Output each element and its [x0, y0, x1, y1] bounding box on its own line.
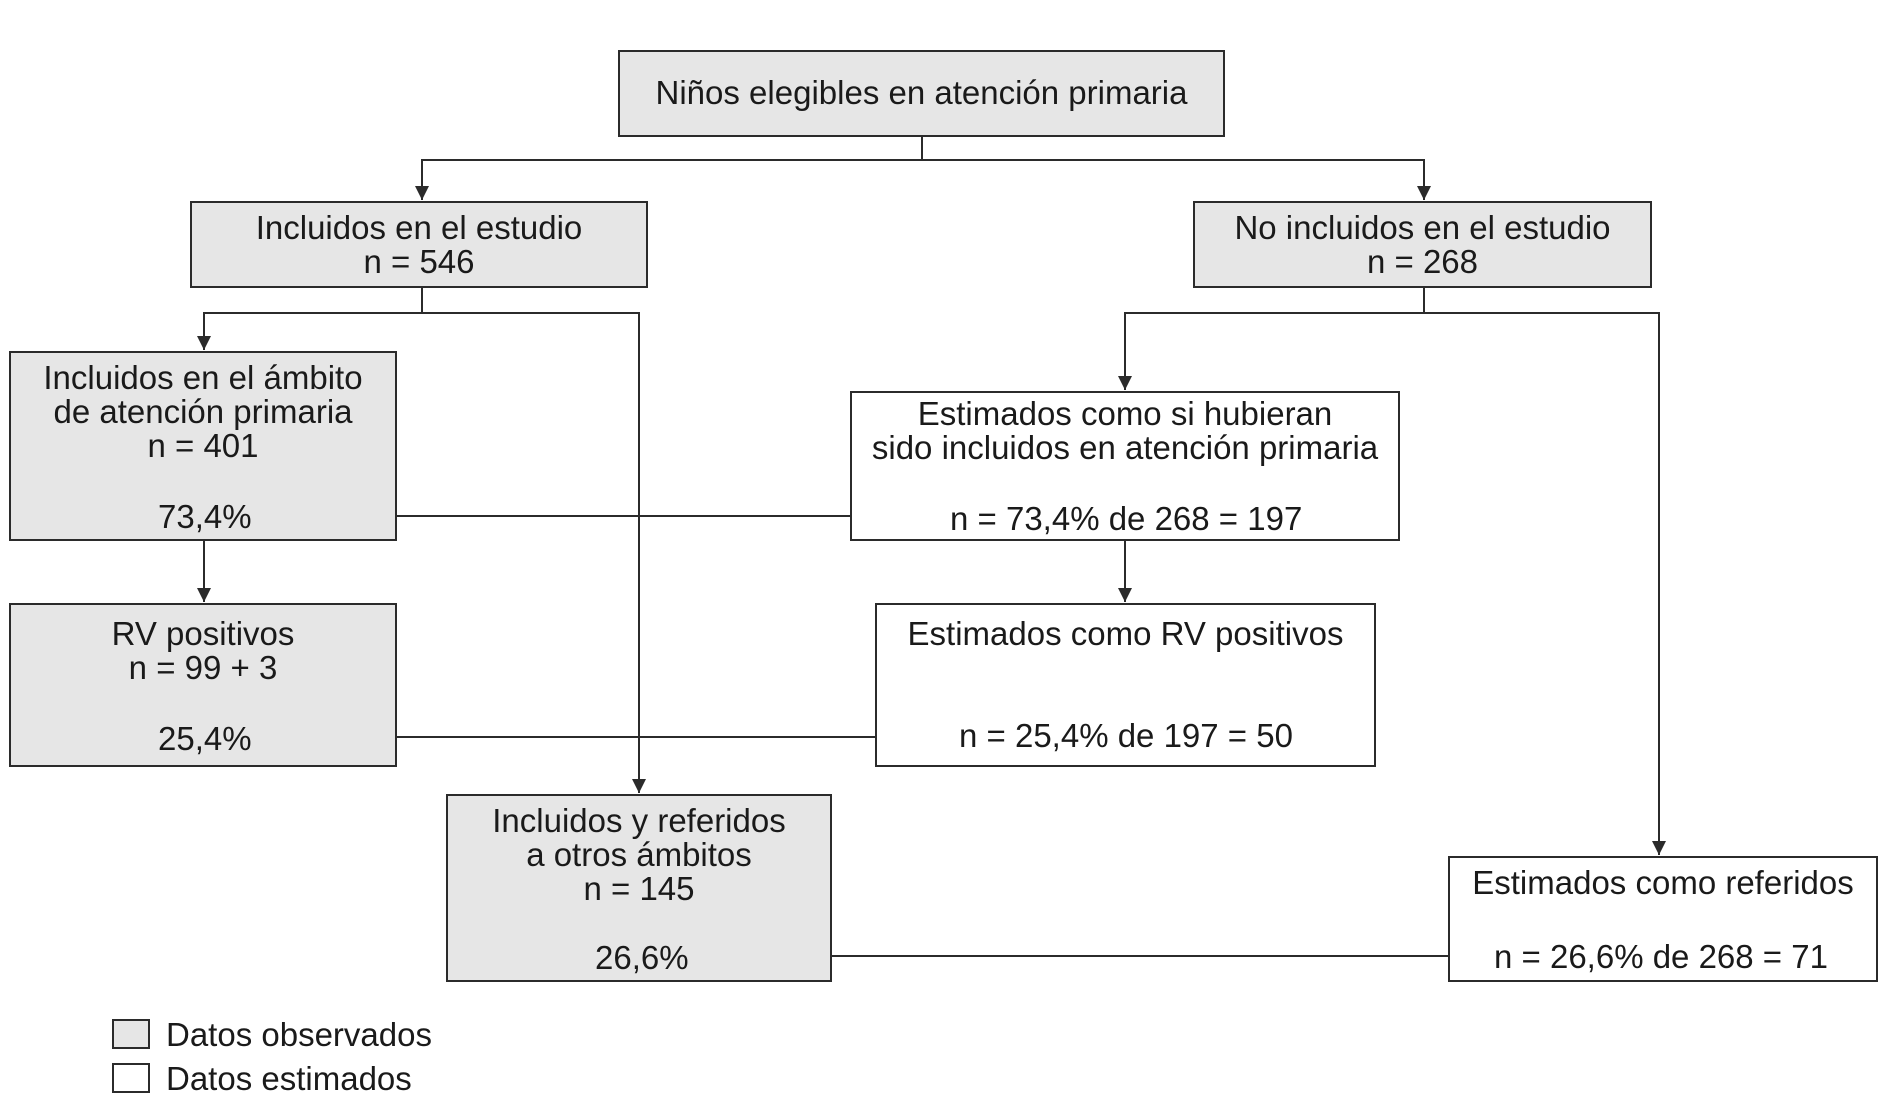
primary-care-box: [9, 351, 397, 541]
est-primary-box: [850, 391, 1400, 541]
eligible-title: Niños elegibles en atención primaria: [655, 74, 1188, 111]
primary-care-count: n = 401: [147, 427, 259, 464]
est-primary-line2: sido incluidos en atención primaria: [871, 429, 1379, 466]
arrow-to-not-included: [922, 160, 1424, 200]
referred-count: n = 145: [583, 870, 695, 907]
rv-positive-title: RV positivos: [111, 615, 295, 652]
legend-observed-label: Datos observados: [166, 1016, 432, 1053]
referred-line2: a otros ámbitos: [526, 836, 752, 873]
arrow-to-included: [422, 160, 922, 200]
legend-estimated-swatch: [112, 1063, 150, 1093]
rv-positive-percent: 25,4%: [158, 720, 252, 757]
referred-box: [446, 794, 832, 982]
primary-care-percent: 73,4%: [158, 498, 252, 535]
est-primary-count: n = 73,4% de 268 = 197: [950, 500, 1303, 537]
rv-positive-box: [9, 603, 397, 767]
included-title: Incluidos en el estudio: [255, 209, 583, 246]
referred-line1: Incluidos y referidos: [492, 802, 786, 839]
legend-observed-swatch: [112, 1019, 150, 1049]
eligible-box: [618, 50, 1225, 137]
included-box: [190, 201, 648, 288]
est-rv-count: n = 25,4% de 197 = 50: [959, 717, 1293, 754]
est-rv-title: Estimados como RV positivos: [907, 615, 1344, 652]
referred-percent: 26,6%: [595, 939, 689, 976]
primary-care-line1: Incluidos en el ámbito: [43, 359, 363, 396]
arrow-to-primary-care: [204, 313, 422, 350]
arrow-to-est-primary: [1125, 313, 1424, 390]
est-referred-title: Estimados como referidos: [1472, 864, 1854, 901]
included-count: n = 546: [363, 243, 475, 280]
not-included-box: [1193, 201, 1652, 288]
legend-estimated-label: Datos estimados: [166, 1060, 412, 1097]
est-referred-box: [1448, 856, 1878, 982]
est-rv-box: [875, 603, 1376, 767]
arrow-to-referred: [422, 313, 639, 793]
primary-care-line2: de atención primaria: [53, 393, 353, 430]
not-included-title: No incluidos en el estudio: [1234, 209, 1611, 246]
est-referred-count: n = 26,6% de 268 = 71: [1494, 938, 1828, 975]
est-primary-line1: Estimados como si hubieran: [917, 395, 1333, 432]
not-included-count: n = 268: [1366, 243, 1479, 280]
rv-positive-count: n = 99 + 3: [128, 649, 278, 686]
arrow-to-est-referred: [1424, 313, 1659, 855]
